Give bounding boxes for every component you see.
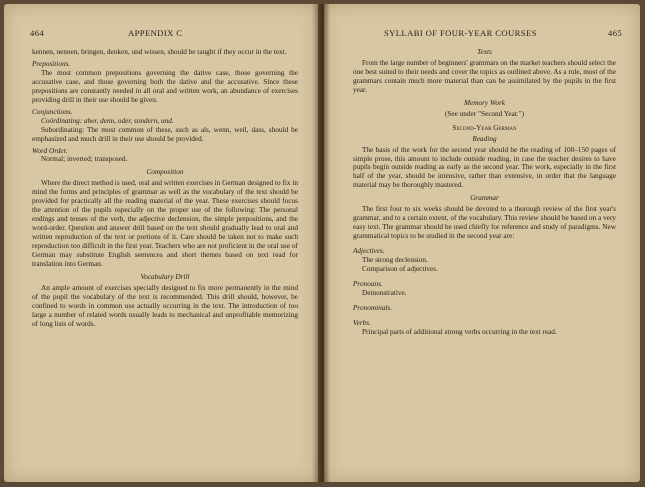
section-heading: Grammar <box>470 194 499 203</box>
section-heading: Reading <box>472 134 497 143</box>
paragraph: The first four to six weeks should be devoted to a thorough review of the first year's grammar, and to a certain extent, of the vocabulary. This review should be based on a very easy text. The grammar should be used chiefly for reference and study of paradigms. New grammatical topics to be studied in the second year are: <box>353 205 616 241</box>
section-heading: Texts <box>477 48 492 56</box>
paragraph: The most common prepositions governing the dative case, those governing the accusative case, and those governing both the dative and the accusative. Since these prepositions are constantly needed in all oral and written work, an abundance of exercises providing drill in their use should be given. <box>32 68 298 104</box>
right-page <box>324 4 640 482</box>
paragraph: Where the direct method is used, oral and written exercises in German designed to fix in mind the forms and principles of grammar as well as the vocabulary of the text should be provided for practically all the reading material of the year. These exercises should focus the attention of the pupils especially on the proper use of the following: The personal endings and tenses of the verb, the adjective declension, the simple prepositions, and the word-order. Question and answer drill based on the text should gradually lead to oral and written reproduction of the text or portions of it. Care should be taken not to make such reproduction too difficult in the first year. Teachers who are not proficient in the oral use of German may substitute English sentences and short themes based on text read for translation into German. <box>32 179 298 268</box>
section-heading: Conjunctions. <box>32 107 73 116</box>
paragraph: Normal; inverted; transposed. <box>41 155 128 164</box>
section-heading: Verbs. <box>353 318 371 327</box>
page-number: 464 <box>30 28 45 38</box>
section-heading: Prepositions. <box>32 59 71 68</box>
section-heading: Memory Work <box>463 98 505 107</box>
right-page-body <box>353 48 616 337</box>
list-item: The strong declension. <box>362 256 428 265</box>
section-heading: Pronouns. <box>353 279 383 288</box>
paragraph: Coördinating: aber, denn, oder, sondern, und. <box>41 116 174 125</box>
paragraph: The basis of the work for the second year should be the reading of 100–150 pages of simple prose, this amount to include outside reading, in case the teacher desires to have pupils begin outside reading as early as the second year. The work, especially in the first half of the year, should be intensive, rather than extensive, in order that the language material may be thoroughly mastered. <box>353 145 616 190</box>
section-heading: Composition <box>146 168 184 177</box>
list-item: Demonstrative. <box>362 288 407 297</box>
paragraph: Principal parts of additional strong verbs occurring in the text read. <box>362 327 557 336</box>
section-heading: Adjectives. <box>353 247 385 256</box>
left-page <box>4 4 318 482</box>
section-heading: Vocabulary Drill <box>140 272 190 281</box>
page-number: 465 <box>608 28 623 38</box>
left-page-body <box>32 48 298 329</box>
paragraph: kennen, nennen, bringen, denken, und wissen, should be taught if they occur in the text. <box>32 48 287 56</box>
running-head: APPENDIX C <box>128 28 183 38</box>
paragraph: Subordinating: The most common of these, such as als, wenn, weil, dass, should be emphasized and much drill in their use should be provided. <box>32 125 298 143</box>
running-head: SYLLABI OF FOUR-YEAR COURSES <box>384 28 537 38</box>
book-gutter <box>312 4 330 482</box>
section-heading: Pronominals. <box>353 303 393 312</box>
paragraph: From the large number of beginners' grammars on the market teachers should select the one best suited to their needs and cover the topics as outlined above. As a rule, most of the grammars contain much more material than can be assimilated by the pupils in the first year. <box>353 58 616 94</box>
section-heading: Second-Year German <box>452 122 517 132</box>
paragraph: An ample amount of exercises specially designed to fix more permanently in the mind of the pupil the vocabulary of the text is recommended. This drill should, however, be confined to words in common use actually occurring in the text. The introduction of too large a number of related words usually leads to mechanical and unprofitable memorizing of long lists of words. <box>32 283 298 328</box>
paragraph: (See under "Second Year.") <box>444 109 524 118</box>
section-heading: Word Order. <box>32 146 68 155</box>
list-item: Comparison of adjectives. <box>362 265 438 274</box>
